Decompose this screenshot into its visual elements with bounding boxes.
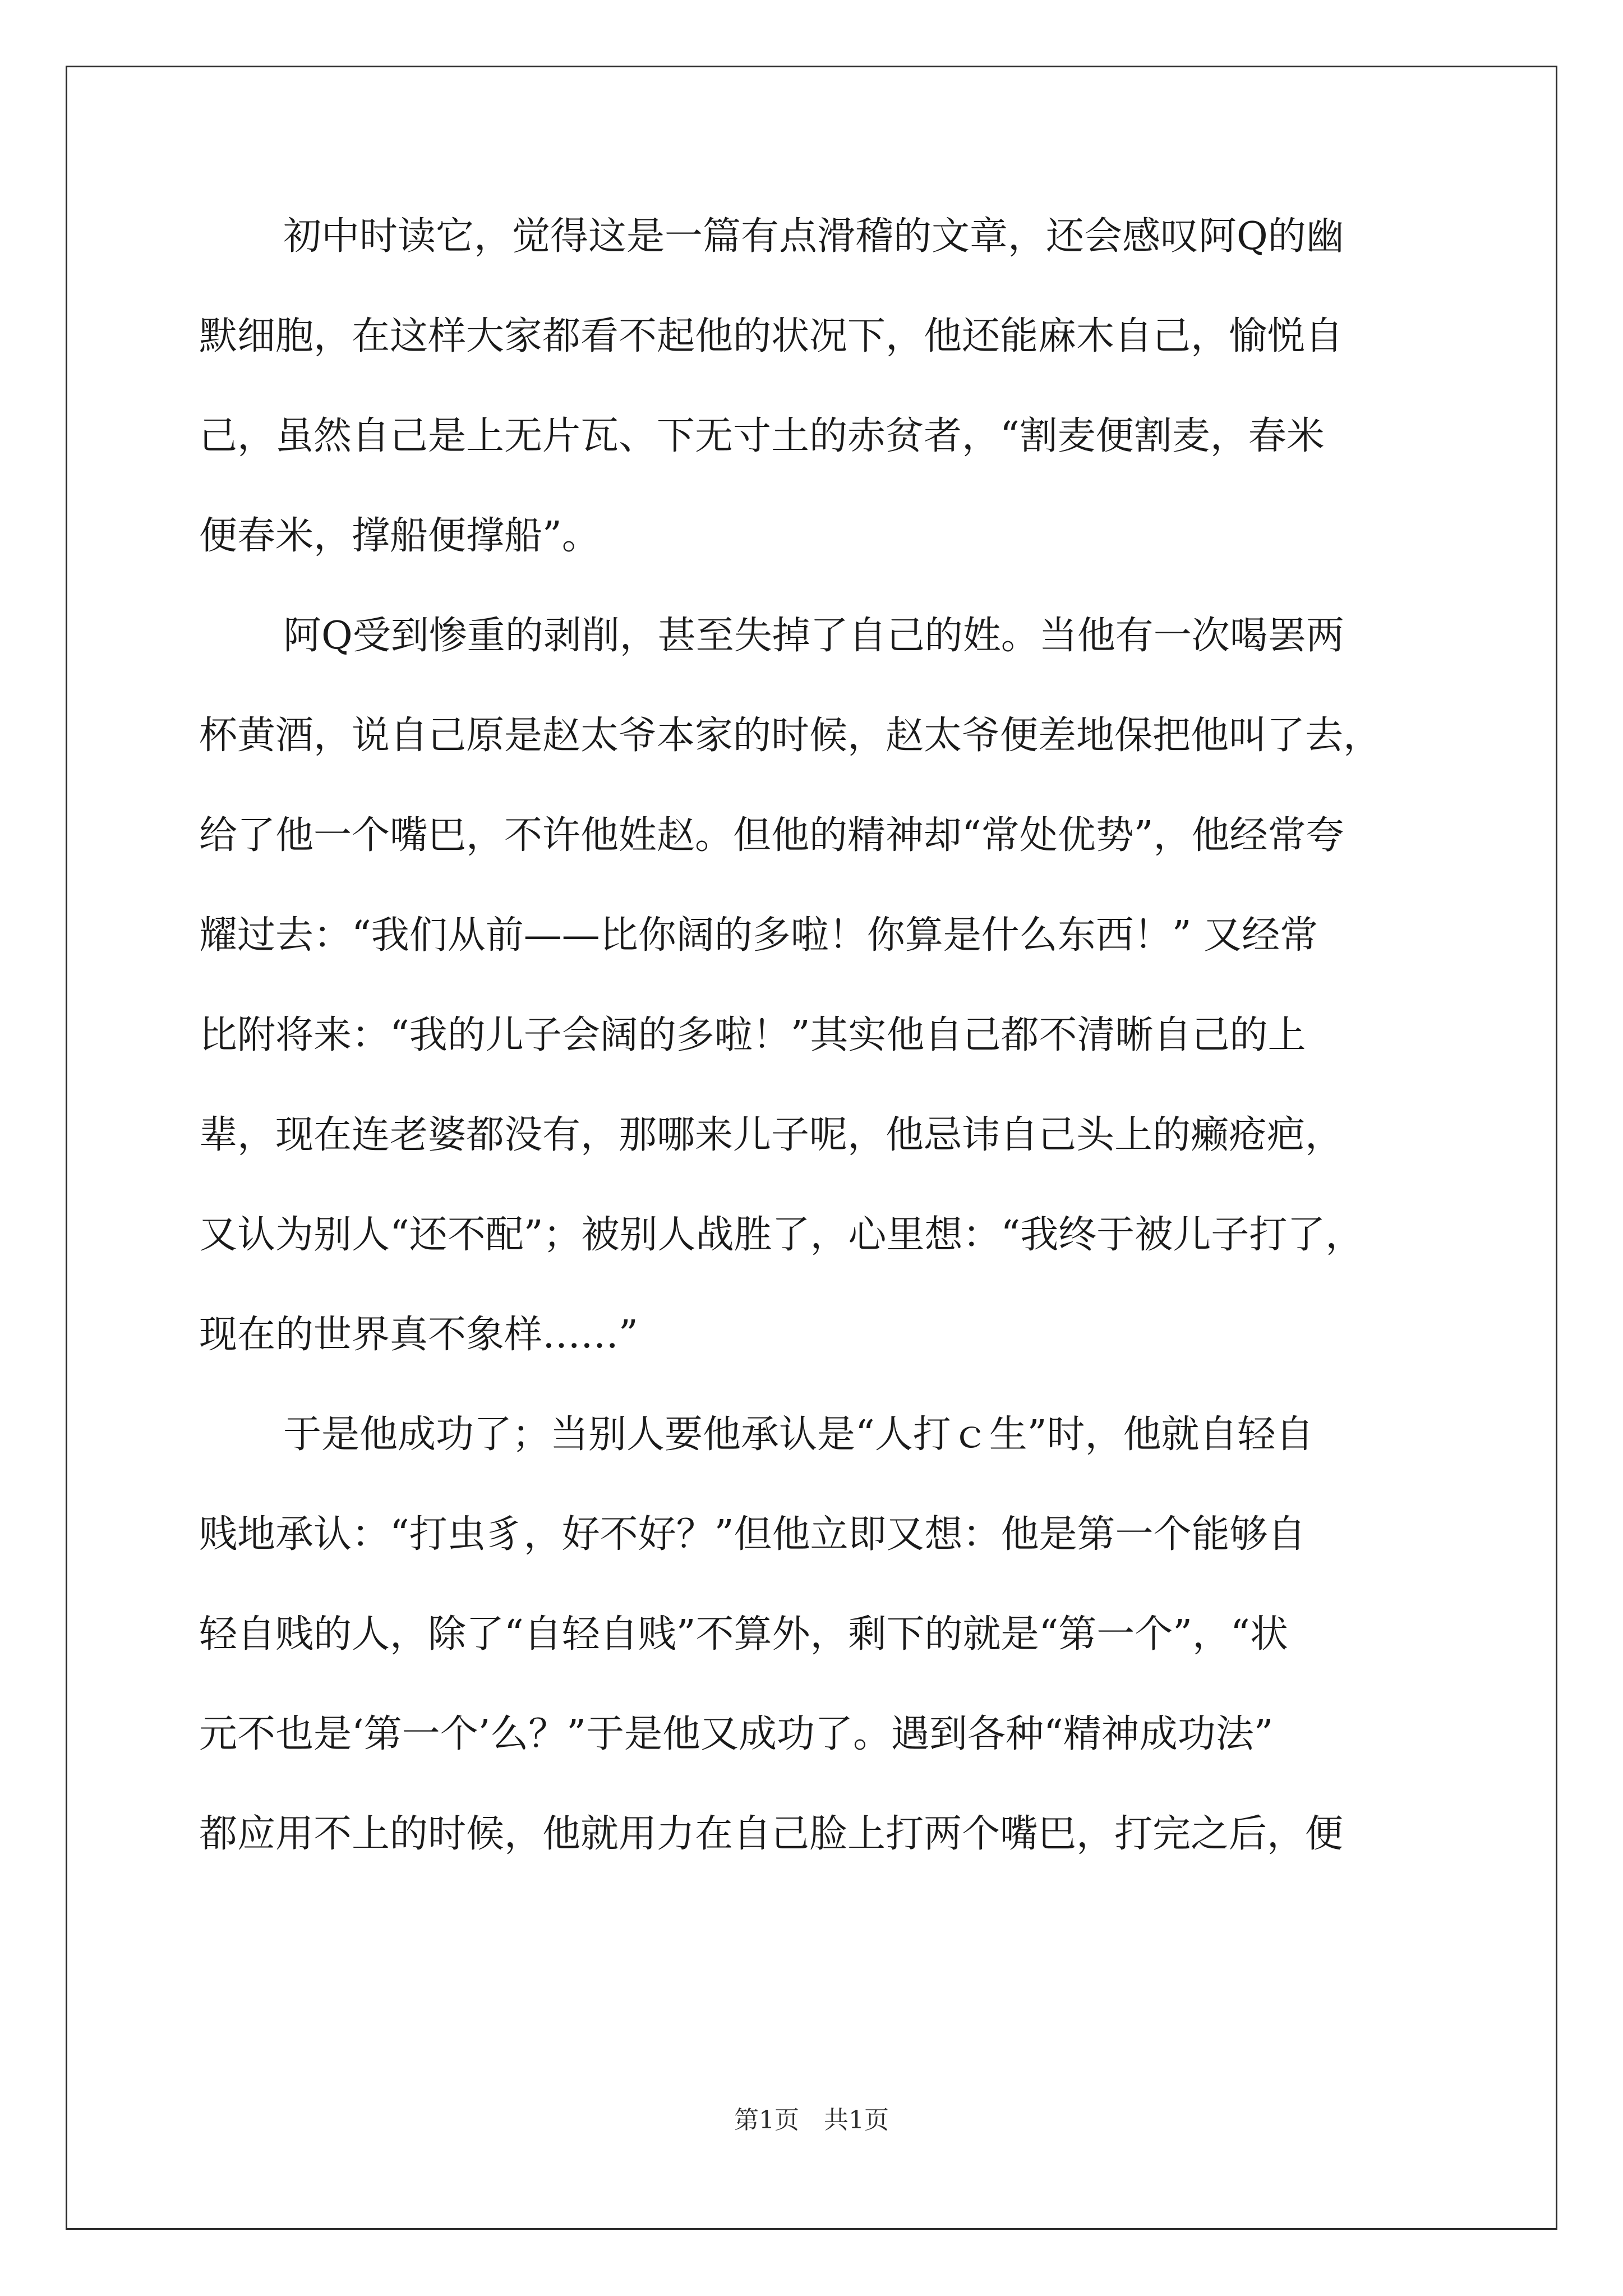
paragraph-2-line-8: 现在的世界真不象样……” [199, 1313, 638, 1357]
paragraph-2-line-3: 给了他一个嘴巴，不许他姓赵。但他的精神却“常处优势”，他经常夸 [199, 813, 1344, 858]
paragraph-2-line-1: 阿Q受到惨重的剥削，甚至失掉了自己的姓。当他有一次喝罢两 [283, 614, 1344, 658]
paragraph-2-line-2: 杯黄酒，说自己原是赵太爷本家的时候，赵太爷便差地保把他叫了去， [199, 714, 1382, 758]
paragraph-3-line-2: 贱地承认：“打虫豸，好不好？”但他立即又想：他是第一个能够自 [199, 1512, 1306, 1557]
paragraph-3-line-1: 于是他成功了；当别人要他承认是“人打ｃ生”时，他就自轻自 [283, 1412, 1314, 1457]
paragraph-2-line-4: 耀过去：“我们从前——比你阔的多啦！你算是什么东西！” 又经常 [199, 913, 1318, 958]
page-total: 共1页 [824, 2106, 889, 2134]
paragraph-1-line-4: 便春米，撑船便撑船”。 [199, 514, 600, 558]
paragraph-2-line-5: 比附将来：“我的儿子会阔的多啦！”其实他自己都不清晰自己的上 [199, 1013, 1306, 1057]
paragraph-1-line-2: 默细胞，在这样大家都看不起他的状况下，他还能麻木自己，愉悦自 [199, 314, 1344, 358]
paragraph-2-line-6: 辈，现在连老婆都没有，那哪来儿子呢，他忌讳自己头上的癞疮疤， [199, 1113, 1344, 1157]
page-footer [0, 2106, 1623, 2134]
paragraph-3-line-4: 元不也是‘第一个’么？”于是他又成功了。遇到各种“精神成功法” [199, 1712, 1274, 1756]
paragraph-1-line-3: 己，虽然自己是上无片瓦、下无寸土的赤贫者，“割麦便割麦，春米 [199, 414, 1325, 458]
page-number: 第1页 [734, 2106, 799, 2134]
document-body [199, 214, 1433, 1915]
paragraph-3-line-5: 都应用不上的时候，他就用力在自己脸上打两个嘴巴，打完之后，便 [199, 1812, 1344, 1856]
paragraph-3-line-3: 轻自贱的人，除了“自轻自贱”不算外，剩下的就是“第一个”，“状 [199, 1612, 1288, 1657]
paragraph-1-line-1: 初中时读它，觉得这是一篇有点滑稽的文章，还会感叹阿Q的幽 [283, 214, 1344, 259]
paragraph-2-line-7: 又认为别人“还不配”；被别人战胜了，心里想：“我终于被儿子打了， [199, 1213, 1364, 1257]
